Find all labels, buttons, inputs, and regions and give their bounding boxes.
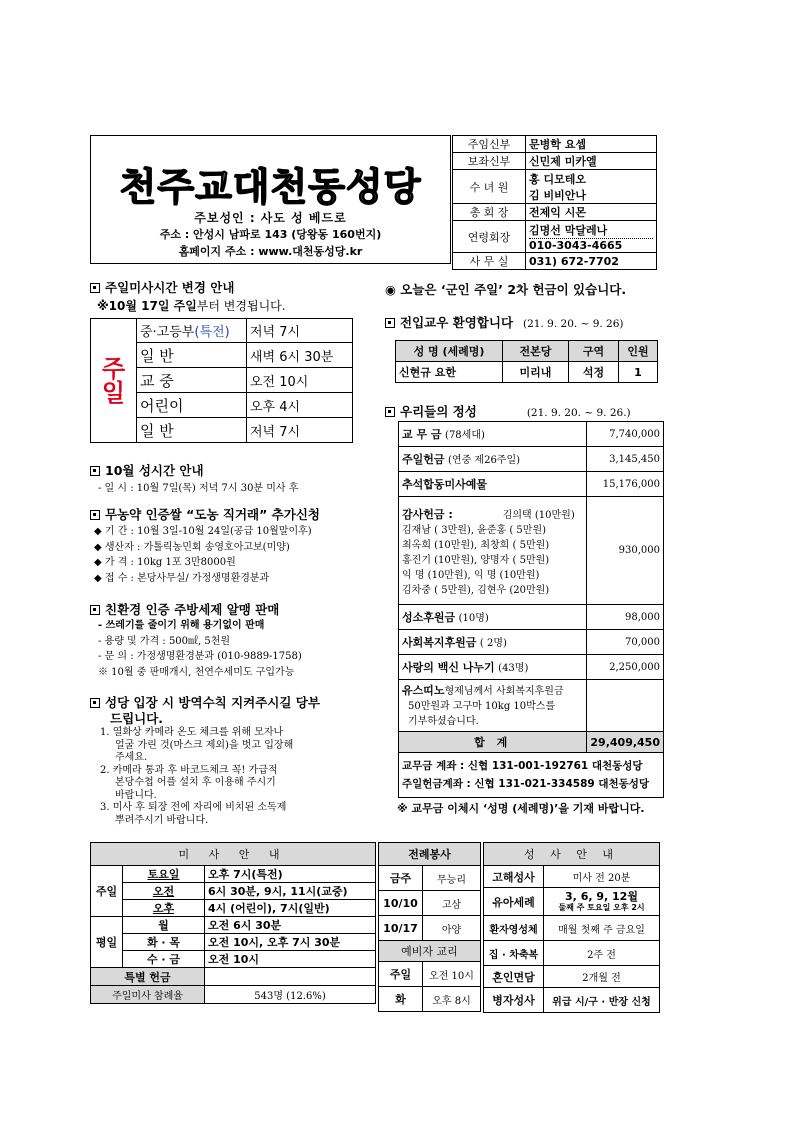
sacrament-name: 집 · 차축복 — [484, 941, 544, 966]
sacrament-name: 병자성사 — [484, 988, 544, 1013]
mass-time: 저녁 7시 — [247, 418, 353, 443]
liturgy-title: 전례봉사 — [379, 843, 481, 866]
list-item: ※ 10월 중 판매개시, 천연수세미도 구입가능 — [98, 666, 295, 678]
schedule-time: 6시 30분, 9시, 11시(교중) — [205, 883, 376, 900]
staff-name: 문병학 요셉 — [526, 136, 657, 153]
catechism-title: 예비자 교리 — [379, 941, 481, 962]
schedule-time: 오후 7시(특전) — [205, 866, 376, 883]
attendance-label: 주일미사 참례율 — [91, 986, 205, 1004]
sunday-side-label: 주 일 — [91, 319, 137, 443]
column-header: 전본당 — [503, 341, 569, 362]
total-amount: 29,409,450 — [587, 732, 664, 753]
column-header: 인원 — [619, 341, 658, 362]
square-bullet-icon — [90, 283, 100, 293]
list-item: 2. 카메라 통과 후 바코드체크 꼭! 가급적 — [100, 764, 278, 776]
staff-name: 홍 디모테오 — [529, 172, 586, 186]
table-cell: 신현규 요한 — [396, 362, 503, 383]
mass-time: 오후 4시 — [247, 393, 353, 418]
mass-time: 오전 10시 — [247, 368, 353, 393]
square-bullet-icon — [90, 466, 100, 476]
schedule-time: 오전 10시 — [205, 951, 376, 968]
staff-role: 연령회장 — [453, 221, 526, 253]
list-item: 얼굴 가린 것(마스크 제외)을 벗고 입장해 — [115, 739, 294, 751]
offering-amount: 15,176,000 — [587, 472, 664, 497]
account-info: 교무금 계좌 : 신협 131-001-192761 대천동성당 주일헌금계좌 : 신협 131-021-334589 대천동성당 — [399, 753, 664, 798]
mass-group: 일 반 — [137, 343, 247, 368]
catechism-day: 화 — [379, 987, 423, 1012]
schedule-day: 오전 — [123, 883, 205, 900]
column-header: 구역 — [569, 341, 619, 362]
thanks-offering-list: 감사헌금 : 김의택 (10만원) 김재남 ( 3만원), 윤준홍 ( 5만원) 최옥희 (10만원), 최창희 ( 5만원) 홍진기 (10만원), 양명자 ( 5만원) 익 명 (10만원), 익 명 (10만원) 김차중 ( 5만원), 김현우 (20만원) — [399, 497, 587, 605]
catechism-day: 주일 — [379, 962, 423, 987]
church-address: 주소 : 안성시 남파로 143 (당왕동 160번지) — [159, 228, 382, 241]
schedule-day: 화 · 목 — [123, 934, 205, 951]
sacrament-title: 성 사 안 내 — [484, 843, 660, 866]
offering-label: 사회복지후원금 ( 2명) — [399, 630, 587, 655]
offering-amount: 7,740,000 — [587, 422, 664, 447]
sacrament-info: 3, 6, 9, 12월 둘째 주 토요일 오후 2시 — [544, 888, 660, 916]
schedule-day: 오후 — [123, 900, 205, 917]
staff-phone: 010-3043-4665 — [529, 238, 623, 252]
list-item: 홍진기 (10만원), 양명자 ( 5만원) — [402, 554, 550, 566]
list-item: 본당수첩 어플 설치 후 이용해 주시기 — [115, 777, 276, 788]
offering-label: 사랑의 백신 나누기 (43명) — [399, 655, 587, 680]
offering-amount: 3,145,450 — [587, 447, 664, 472]
sacrament-info: 2주 전 — [544, 941, 660, 966]
rice-list — [94, 524, 312, 586]
mass-change-table — [90, 318, 353, 443]
staff-name: 김 비비안나 — [529, 188, 586, 202]
schedule-day: 토요일 — [123, 866, 205, 883]
detergent-heading: 친환경 인증 주방세제 알맹 판매 — [90, 600, 279, 618]
offering-label: 교 무 금 (78세대) — [399, 422, 587, 447]
staff-role: 사 무 실 — [453, 253, 526, 270]
new-parishioner-heading: 전입교우 환영합니다 (21. 9. 20. ~ 9. 26) — [385, 313, 624, 331]
sunday-label: 주일 — [91, 866, 123, 917]
liturgy-group: 무능리 — [423, 866, 481, 891]
list-item: 김차중 ( 5만원), 김현우 (20만원) — [402, 584, 550, 596]
second-collection-notice: ◉ 오늘은 ‘군인 주일’ 2차 헌금이 있습니다. — [385, 282, 627, 297]
mass-change-heading: 주일미사시간 변경 안내 — [90, 278, 234, 296]
list-item: 뿌려주시기 바랍니다. — [115, 814, 209, 826]
list-item: 3. 미사 후 퇴장 전에 자리에 비치된 소독제 — [100, 802, 287, 813]
weekday-label: 평일 — [91, 917, 123, 968]
offering-amount: 98,000 — [587, 605, 664, 630]
offering-footnote: ※ 교무금 이체시 ‘성명 (세례명)’을 기재 바랍니다. — [397, 802, 645, 815]
special-offering-value — [205, 968, 376, 986]
church-title: 천주교대천동성당 — [119, 165, 422, 209]
offering-amount: 70,000 — [587, 630, 664, 655]
list-item: ◆ 생산자 : 가톨릭농민회 송영호아고보(미양) — [94, 541, 290, 553]
staff-table — [452, 135, 657, 270]
square-bullet-icon — [385, 318, 395, 328]
list-item: - 문 의 : 가정생명환경분과 (010-9889-1758) — [98, 651, 302, 662]
schedule-day: 월 — [123, 917, 205, 934]
mass-guide-title: 미 사 안 내 — [91, 843, 376, 866]
mass-change-note: ※10월 17일 주일부터 변경됩니다. — [97, 299, 286, 313]
liturgy-date: 10/10 — [379, 891, 423, 916]
list-item: ◆ 접 수 : 본당사무실/ 가정생명환경분과 — [94, 572, 270, 584]
catechism-time: 오전 10시 — [423, 962, 481, 987]
offering-table — [398, 421, 664, 798]
list-item: ◆ 가 격 : 10kg 1포 3만8000원 — [94, 557, 236, 568]
list-item: 바랍니다. — [115, 789, 157, 801]
staff-role: 주임신부 — [453, 136, 526, 153]
list-item: - 쓰레기를 줄이기 위해 용기없이 판매 — [98, 620, 265, 631]
offering-amount: 2,250,000 — [587, 655, 664, 680]
offering-amount: 930,000 — [587, 497, 664, 605]
square-bullet-icon — [90, 510, 100, 520]
square-bullet-icon — [385, 407, 395, 417]
table-cell: 석정 — [569, 362, 619, 383]
list-item: 최옥희 (10만원), 최창희 ( 5만원) — [402, 539, 550, 551]
holy-hour-line: - 일 시 : 10월 7일(목) 저녁 7시 30분 미사 후 — [98, 483, 299, 494]
sacrament-name: 유아세례 — [484, 888, 544, 916]
mass-time: 새벽 6시 30분 — [247, 343, 353, 368]
staff-role: 보좌신부 — [453, 153, 526, 170]
square-bullet-icon — [90, 605, 100, 615]
offering-heading: 우리들의 정성 (21. 9. 20. ~ 9. 26.) — [385, 402, 631, 420]
holy-hour-heading: 10월 성시간 안내 — [90, 461, 204, 479]
liturgy-table — [378, 842, 481, 1012]
sacrament-name: 혼인면담 — [484, 966, 544, 988]
sacrament-name: 고해성사 — [484, 866, 544, 888]
quarantine-list — [100, 727, 293, 827]
mass-group: 교 중 — [137, 368, 247, 393]
rice-heading: 무농약 인증쌀 “도농 직거래” 추가신청 — [90, 505, 320, 523]
mass-group: 어린이 — [137, 393, 247, 418]
offering-label: 추석합동미사예물 — [399, 472, 587, 497]
staff-role: 수 녀 원 — [453, 170, 526, 204]
square-bullet-icon — [90, 698, 100, 708]
masthead — [90, 135, 451, 264]
mass-guide-table — [90, 842, 376, 1004]
church-homepage: 홈페이지 주소 : www.대천동성당.kr — [178, 245, 363, 258]
sacrament-info: 매월 첫째 주 금요일 — [544, 916, 660, 941]
sacrament-table — [483, 842, 660, 1013]
staff-name: 김명선 막달레나 — [529, 222, 653, 239]
list-item: - 용량 및 가격 : 500㎖, 5천원 — [98, 635, 231, 647]
donation-note: 유스띠노형제님께서 사회복지후원금 50만원과 고구마 10kg 10박스를 기부하셨습니다. — [399, 680, 587, 732]
staff-name: 031) 672-7702 — [526, 253, 657, 270]
detergent-list — [98, 618, 302, 680]
special-offering-label: 특별 헌금 — [91, 968, 205, 986]
table-cell: 미리내 — [503, 362, 569, 383]
staff-name: 전제익 시몬 — [526, 204, 657, 221]
catechism-time: 오후 8시 — [423, 987, 481, 1012]
new-parishioner-table — [395, 340, 658, 383]
list-item: 1. 열화상 카메라 온도 체크를 위해 모자나 — [100, 727, 284, 738]
liturgy-group: 고삼 — [423, 891, 481, 916]
quarantine-heading: 성당 입장 시 방역수칙 지켜주시길 당부 드립니다. — [90, 695, 320, 727]
mass-group: 일 반 — [137, 418, 247, 443]
liturgy-date: 금주 — [379, 866, 423, 891]
staff-name: 신민제 미카엘 — [526, 153, 657, 170]
sacrament-name: 환자영성체 — [484, 916, 544, 941]
mass-time: 저녁 7시 — [247, 319, 353, 343]
schedule-time: 오전 6시 30분 — [205, 917, 376, 934]
attendance-value: 543명 (12.6%) — [205, 986, 376, 1004]
sacrament-info: 미사 전 20분 — [544, 866, 660, 888]
schedule-day: 수 · 금 — [123, 951, 205, 968]
column-header: 성 명 (세례명) — [396, 341, 503, 362]
list-item: 주세요. — [115, 752, 148, 763]
patron-saint: 주보성인 : 사도 성 베드로 — [194, 211, 347, 225]
total-label: 합 계 — [399, 732, 587, 753]
mass-group: 중·고등부(특전) — [137, 319, 247, 343]
table-cell: 1 — [619, 362, 658, 383]
liturgy-group: 아양 — [423, 916, 481, 941]
list-item: ◆ 기 간 : 10월 3일-10월 24일(공급 10월말이후) — [94, 526, 312, 537]
sacrament-info: 위급 시/구 · 반장 신청 — [544, 988, 660, 1013]
staff-role: 총 회 장 — [453, 204, 526, 221]
offering-label: 성소후원금 (10명) — [399, 605, 587, 630]
offering-label: 주일헌금 (연중 제26주일) — [399, 447, 587, 472]
list-item: 김재남 ( 3만원), 윤준홍 ( 5만원) — [402, 524, 547, 536]
schedule-time: 오전 10시, 오후 7시 30분 — [205, 934, 376, 951]
liturgy-date: 10/17 — [379, 916, 423, 941]
sacrament-info: 2개월 전 — [544, 966, 660, 988]
list-item: 익 명 (10만원), 익 명 (10만원) — [402, 569, 540, 581]
schedule-time: 4시 (어린이), 7시(일반) — [205, 900, 376, 917]
